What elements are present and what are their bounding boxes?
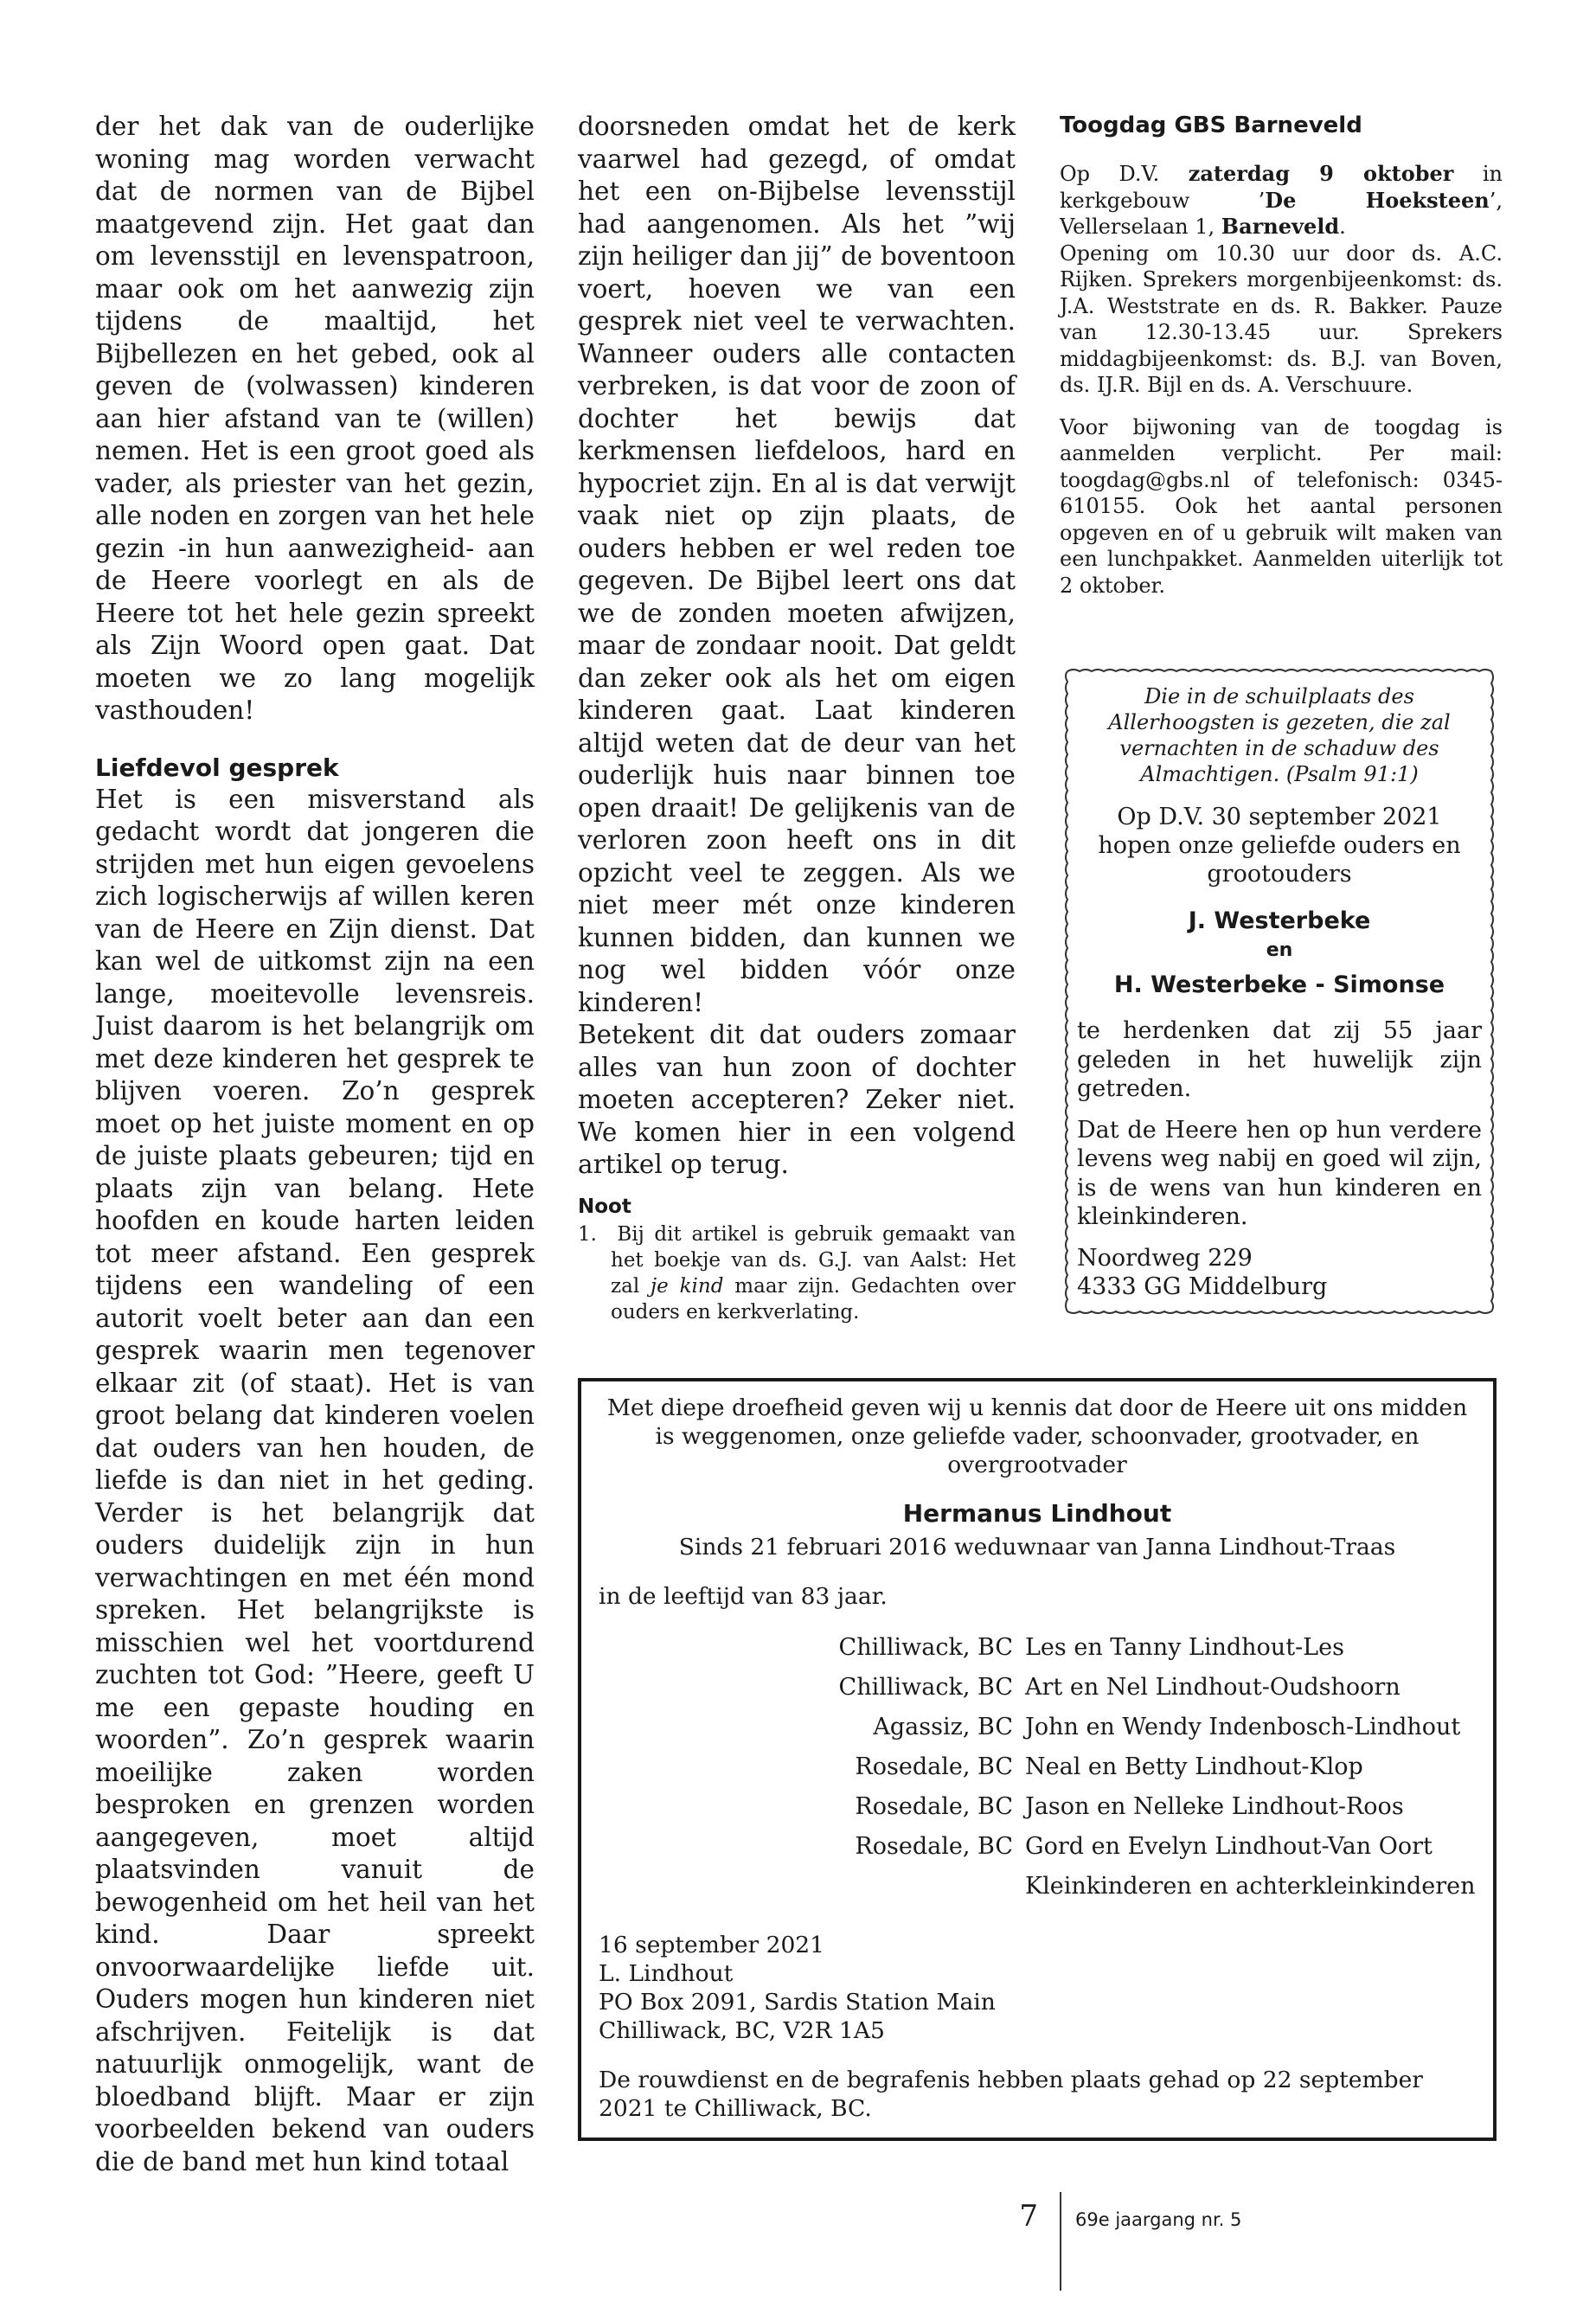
obituary-grandchildren: Kleinkinderen en achterkleinkinderen [1025, 1873, 1476, 1900]
family-place: Chilliwack, BC [838, 1674, 1013, 1701]
obituary-service: De rouwdienst en de begrafenis hebben plaats gehad op 22 september 2021 te Chilliwack, BC. [599, 2067, 1423, 2122]
section-heading-liefdevol-gesprek: Liefdevol gesprek [95, 753, 339, 782]
toogdag-t4: . [1339, 215, 1346, 239]
family-name: Neal en Betty Lindhout-Klop [1025, 1753, 1363, 1780]
anniversary-text-1: te herdenken dat zij 55 jaar geleden in het huwelijk zijn getreden. [1077, 1017, 1482, 1102]
note-text-b: maar zijn. Gedachten over ouders en kerkverlating. [611, 1274, 1016, 1324]
note-text-a: Bij dit artikel is gebruik gemaakt van het boekje van ds. G.J. van Aalst: Het zal [611, 1222, 1016, 1298]
toogdag-t2: in kerkgebouw ’ [1060, 162, 1503, 213]
anniversary-name-1: J. Westerbeke [1188, 907, 1371, 934]
note-text-italic: je kind [651, 1274, 724, 1298]
family-place: Rosedale, BC [855, 1833, 1013, 1860]
family-row [599, 1668, 1476, 1708]
anniversary-text-2: Dat de Heere hen op hun verdere levens weg nabij en goed wil zijn, is de wens van hun kinderen en kleinkinderen. [1077, 1116, 1482, 1230]
family-place: Agassiz, BC [873, 1714, 1013, 1740]
family-place: Rosedale, BC [855, 1793, 1013, 1820]
toogdag-date-location [1060, 161, 1503, 240]
family-row [599, 1867, 1476, 1907]
obituary-address-line-1: L. Lindhout [599, 1960, 734, 1987]
anniversary-name-2: H. Westerbeke - Simonse [1113, 971, 1445, 998]
issue-info: 69e jaargang nr. 5 [1075, 2209, 1242, 2230]
note-number: 1. [578, 1222, 597, 1246]
family-row [599, 1827, 1476, 1867]
toogdag-program: Opening om 10.30 uur door ds. A.C. Rijken. Sprekers morgenbijeenkomst: ds. J.A. Weststrate en ds. R. Bakker. Pauze van 12.30-13.45 uur. Sprekers middagbijeenkomst: ds. B.J. van Boven, ds. IJ.R. Bijl en ds. A. Verschuure. [1060, 240, 1503, 397]
anniversary-address-line-1: Noordweg 229 [1077, 1244, 1253, 1272]
obituary-name: Hermanus Lindhout [902, 1499, 1172, 1528]
family-row [599, 1708, 1476, 1747]
family-place: Rosedale, BC [855, 1753, 1013, 1780]
toogdag-date: zaterdag 9 oktober [1188, 161, 1454, 186]
article-column-2 [578, 111, 1016, 1325]
obituary-address-line-2: PO Box 2091, Sardis Station Main [599, 1989, 996, 2016]
anniversary-address-line-2: 4333 GG Middelburg [1077, 1273, 1328, 1300]
footer-divider [1060, 2192, 1061, 2291]
article-paragraph-1: der het dak van de ouderlijke woning mag worden verwacht dat de normen van de Bijbel maatgevend zijn. Het gaat dan om levensstijl en levenspatroon, maar ook om het aanwezig zijn tijdens de maaltijd, het Bijbellezen en het gebed, ook al geven de (volwassen) kinderen aan hier afstand van te (willen) nemen. Het is een groot goed als vader, als priester van het gezin, alle noden en zorgen van het hele gezin -in hun aanwezigheid- aan de Heere voorlegt en als de Heere tot het hele gezin spreekt als Zijn Woord open gaat. Dat moeten we zo lang mogelijk vasthouden! [95, 112, 535, 725]
family-row [599, 1747, 1476, 1787]
note-text [578, 1221, 1016, 1325]
family-name: Les en Tanny Lindhout-Les [1025, 1634, 1344, 1661]
anniversary-intro: Op D.V. 30 september 2021 hopen onze geliefde ouders en grootouders [1098, 804, 1461, 888]
toogdag-t1: Op D.V. [1060, 162, 1160, 186]
anniversary-quote: Die in de schuilplaats des Allerhoogsten is gezeten, die zal vernachten in de schaduw des Almachtigen. (Psalm 91:1) [1108, 684, 1451, 786]
article-paragraph-3: doorsneden omdat het de kerk vaarwel had gezegd, of omdat het een on-Bijbelse levensstijl had aangenomen. Als het ”wij zijn heiliger dan jij” de boventoon voert, hoeven we van een gesprek niet veel te verwachten. Wanneer ouders alle contacten verbreken, is dat voor de zoon of dochter het bewijs dat kerkmensen liefdeloos, hard en hypocriet zijn. En al is dat verwijt vaak niet op zijn plaats, de ouders hebben er wel reden toe gegeven. De Bijbel leert ons dat we de zonden moeten afwijzen, maar de zondaar nooit. Dat geldt dan zeker ook als het om eigen kinderen gaat. Laat kinderen altijd weten dat de deur van het ouderlijk huis naar binnen toe open draait! De gelijkenis van de verloren zoon heeft ons in dit opzicht veel te zeggen. Als we niet meer mét onze kinderen kunnen bidden, dan kunnen we nog wel bidden vóór onze kinderen! [578, 112, 1016, 1017]
toogdag-t3: ’, Vellerselaan 1, [1060, 188, 1503, 239]
obituary-address-line-3: Chilliwack, BC, V2R 1A5 [599, 2017, 885, 2044]
family-row [599, 1628, 1476, 1668]
family-name: Gord en Evelyn Lindhout-Van Oort [1025, 1833, 1433, 1860]
toogdag-registration: Voor bijwoning van de toogdag is aanmelden verplicht. Per mail: toogdag@gbs.nl of telefonisch: 0345-610155. Ook het aantal personen opgeven en of u gebruik wilt maken van een lunchpakket. Aanmelden uiterlijk tot 2 oktober. [1060, 414, 1503, 598]
toogdag-place: Barneveld [1221, 214, 1340, 239]
obituary-widower: Sinds 21 februari 2016 weduwnaar van Janna Lindhout-Traas [678, 1534, 1396, 1561]
obituary-family-list [599, 1628, 1476, 1907]
toogdag-announcement [1060, 111, 1503, 599]
article-paragraph-4: Betekent dit dat ouders zomaar alles van hun zoon of dochter moeten accepteren? Zeker niet. We komen hier in een volgend artikel op terug. [578, 1020, 1016, 1179]
obituary-intro: Met diepe droefheid geven wij u kennis dat door de Heere uit ons midden is weggenomen, onze geliefde vader, schoonvader, grootvader, en overgrootvader [606, 1394, 1468, 1478]
obituary-date: 16 september 2021 [599, 1932, 825, 1958]
family-name: Art en Nel Lindhout-Oudshoorn [1025, 1674, 1401, 1701]
anniversary-and: en [1266, 939, 1293, 961]
family-name: Jason en Nelleke Lindhout-Roos [1025, 1793, 1404, 1820]
family-place: Chilliwack, BC [838, 1634, 1013, 1661]
page-number: 7 [1019, 2199, 1038, 2234]
anniversary-notice [1077, 683, 1482, 1302]
toogdag-title: Toogdag GBS Barneveld [1060, 112, 1362, 138]
note-heading: Noot [578, 1195, 631, 1218]
toogdag-church: De Hoeksteen [1265, 187, 1490, 213]
family-name: John en Wendy Indenbosch-Lindhout [1025, 1714, 1461, 1740]
article-paragraph-2: Het is een misverstand als gedacht wordt dat jongeren die strijden met hun eigen gevoelens zich logischerwijs af willen keren van de Heere en Zijn dienst. Dat kan wel de uitkomst zijn na een lange, moeitevolle levensreis. Juist daarom is het belangrijk om met deze kinderen het gesprek te blijven voeren. Zo’n gesprek moet op het juiste moment en op de juiste plaats gebeuren; tijd en plaats zijn van belang. Hete hoofden en koude harten leiden tot meer afstand. Een gesprek tijdens een wandeling of een autorit voelt beter aan dan een gesprek waarin men tegenover elkaar zit (of staat). Het is van groot belang dat kinderen voelen dat ouders van hen houden, de liefde is dan niet in het geding. Verder is het belangrijk dat ouders duidelijk zijn in hun verwachtingen en met één mond spreken. Het belangrijkste is misschien wel het voortdurend zuchten tot God: ”Heere, geeft U me een gepaste houding en woorden”. Zo’n gesprek waarin moeilijke zaken worden besproken en grenzen worden aangegeven, moet altijd plaatsvinden vanuit de bewogenheid om het heil van het kind. Daar spreekt onvoorwaardelijke liefde uit. Ouders mogen hun kinderen niet afschrijven. Feitelijk is dat natuurlijk onmogelijk, want de bloedband blijft. Maar er zijn voorbeelden bekend van ouders die de band met hun kind totaal [95, 784, 535, 2176]
article-column-1 [95, 111, 535, 2178]
obituary-age: in de leeftijd van 83 jaar. [599, 1583, 888, 1610]
obituary-notice [578, 1378, 1497, 2141]
family-row [599, 1787, 1476, 1827]
